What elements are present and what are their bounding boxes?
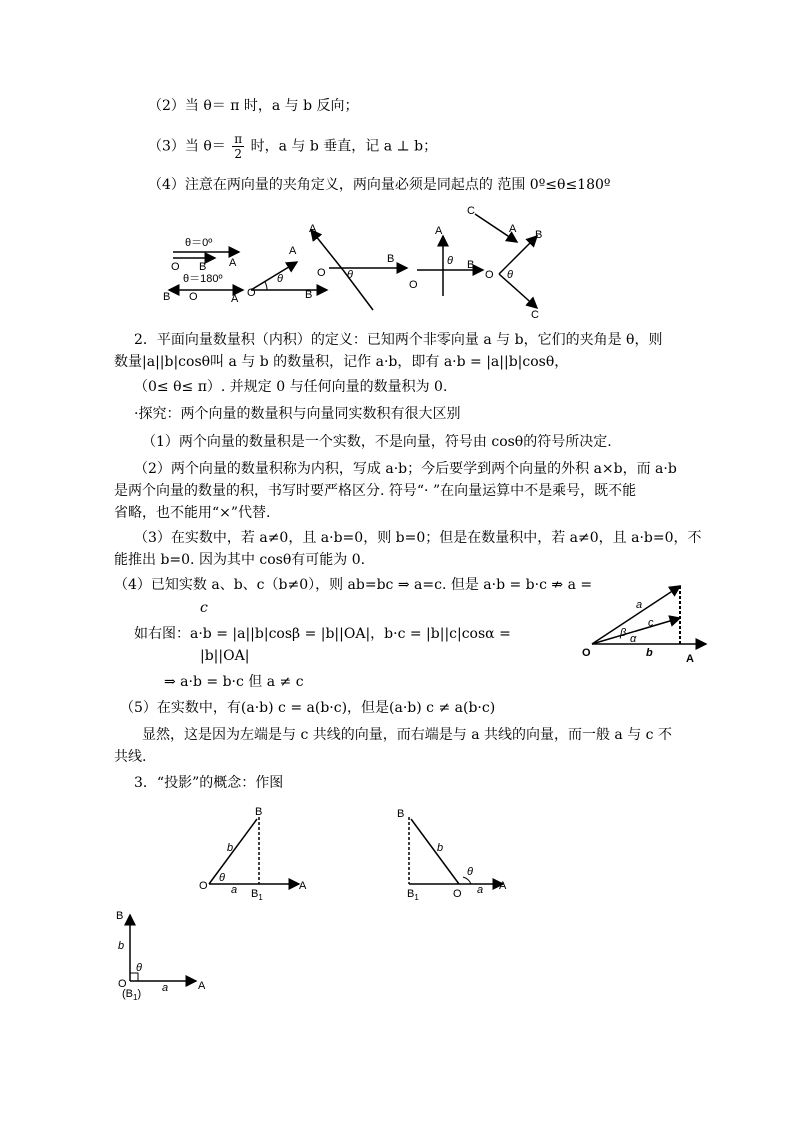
projection-acute-figure [195,805,315,900]
label-B1-sub: 1 [133,993,138,1002]
text-line: （1）两个向量的数量积是一个实数，不是向量，符号由 cosθ的符号所决定. [142,434,612,450]
vector-OB [499,236,537,274]
text-line: ⇒ a·b = b·c 但 a ≠ c [164,674,304,690]
right-angle-mark [130,973,138,981]
label-b: b [437,842,444,854]
label-theta0: θ＝0º [185,237,213,249]
label-beta: β [620,627,627,639]
label-B: B [467,259,475,271]
text-line: （2）两个向量的数量积称为内积，写成 a·b；今后要学到两个向量的外积 a×b，而 a·b [134,461,677,477]
text-line: 如右图：a·b = |a||b|cosβ = |b||OA|，b·c = |b||c|cosα = [134,626,511,642]
angle-definition-figure [155,200,575,320]
text-line: 是两个向量的数量的积，书写时要严格区分. 符号“· ”在向量运算中不是乘号，既不能 [114,483,637,499]
label-theta: θ [277,273,283,285]
label-B1-main: B [251,888,259,900]
label-O: O [582,647,591,659]
label-alpha: α [630,633,637,645]
label-O: O [485,269,494,281]
text-line: 数量|a||b|cosθ叫 a 与 b 的数量积，记作 a·b，即有 a·b = |a||b|cosθ， [114,354,569,370]
text-line: 能推出 b=0. 因为其中 cosθ有可能为 0. [114,552,366,568]
fraction-numerator: π [234,132,243,146]
text-line: 省略，也不能用“×”代替. [114,505,271,521]
projection-obtuse-figure [395,805,515,900]
text-line: |b||OA| [200,648,250,664]
label-a: a [636,599,643,611]
label-B1 [407,888,419,902]
label-theta180: θ＝180º [183,273,223,285]
label-O: O [171,261,180,273]
label-a: a [231,884,238,896]
angle-arc [265,282,267,290]
text-line: （5）在实数中，有(a·b) c = a(b·c)，但是(a·b) c ≠ a(b·c) [120,700,496,716]
fraction-denominator: 2 [234,147,243,161]
text-line: 3．“投影”的概念：作图 [134,775,284,791]
label-b: b [646,647,653,659]
label-A: A [231,293,239,305]
label-B1-sub: 1 [414,893,419,902]
label-O: O [118,978,127,990]
label-B1 [122,988,141,1002]
text-line: （4）注意在两向量的夹角定义，两向量必须是同起点的 范围 0º≤θ≤180º [148,177,611,193]
text-line: 共线. [114,749,147,765]
label-O: O [453,888,462,900]
text-line: 显然，这是因为左端是与 c 共线的向量，而右端是与 a 共线的向量，而一般 a 与 c 不 [142,727,672,743]
text-segment: （3）当 θ＝ [148,138,226,155]
label-B1-close: ) [137,988,142,1000]
label-theta: θ [219,872,225,884]
label-B1-open: (B [122,988,133,1000]
label-theta: θ [347,269,353,281]
label-B: B [116,910,124,922]
dot-product-comparison-figure [580,578,730,673]
angle-arc [463,877,471,884]
label-B: B [255,806,263,818]
label-A: A [229,257,237,269]
label-A: A [686,653,694,665]
label-b: b [227,842,234,854]
label-B: B [305,289,313,301]
label-theta: θ [447,255,453,267]
fraction [232,132,244,161]
label-O: O [247,287,256,299]
label-B: B [535,229,543,241]
label-theta: θ [136,962,142,974]
label-A: A [509,223,517,235]
vector-OA [251,262,297,290]
text-line: ·探究：两个向量的数量积与向量同实数积有很大区别 [134,406,461,422]
label-theta: θ [507,269,513,281]
label-A: A [499,880,507,892]
text-line: （2）当 θ＝ π 时，a 与 b 反向； [148,98,359,114]
label-B: B [387,253,395,265]
vector-OC [499,274,537,308]
label-A: A [435,225,443,237]
label-b: b [118,940,125,952]
label-B: B [163,291,171,303]
label-A: A [289,245,297,257]
projection-right-angle-figure [110,905,230,1000]
label-O: O [409,279,418,291]
label-A: A [309,223,317,235]
label-a: a [477,884,484,896]
label-O: O [189,291,198,303]
text-line: （0≤ θ≤ π）. 并规定 0 与任何向量的数量积为 0. [134,379,448,395]
vector-b [411,819,459,884]
label-B1 [251,888,263,902]
text-line: （4）已知实数 a、b、c（b≠0），则 ab=bc ⇒ a=c. 但是 a·b = b·c ⇏ a = [114,577,593,593]
label-A: A [299,880,307,892]
label-C: C [531,309,539,321]
label-B: B [397,808,405,820]
text-segment: 时，a 与 b 垂直，记 a ⊥ b； [250,138,438,155]
text-line [148,132,437,161]
label-a: a [162,982,169,994]
text-line: （3）在实数中，若 a≠0，且 a·b=0，则 b=0；但是在数量积中，若 a≠0，且 a·b=0，不 [134,530,702,546]
label-B: B [199,261,207,273]
text-line: c [200,600,208,616]
label-O: O [199,880,208,892]
label-C: C [467,205,475,217]
label-A: A [198,980,206,992]
label-theta: θ [467,866,473,878]
vector-OA [311,230,343,270]
label-B1-main: B [407,888,415,900]
label-c: c [648,617,654,629]
label-O: O [317,267,326,279]
label-B1-sub: 1 [258,893,263,902]
text-line: 2．平面向量数量积（内积）的定义：已知两个非零向量 a 与 b，它们的夹角是 θ，则 [134,332,663,348]
